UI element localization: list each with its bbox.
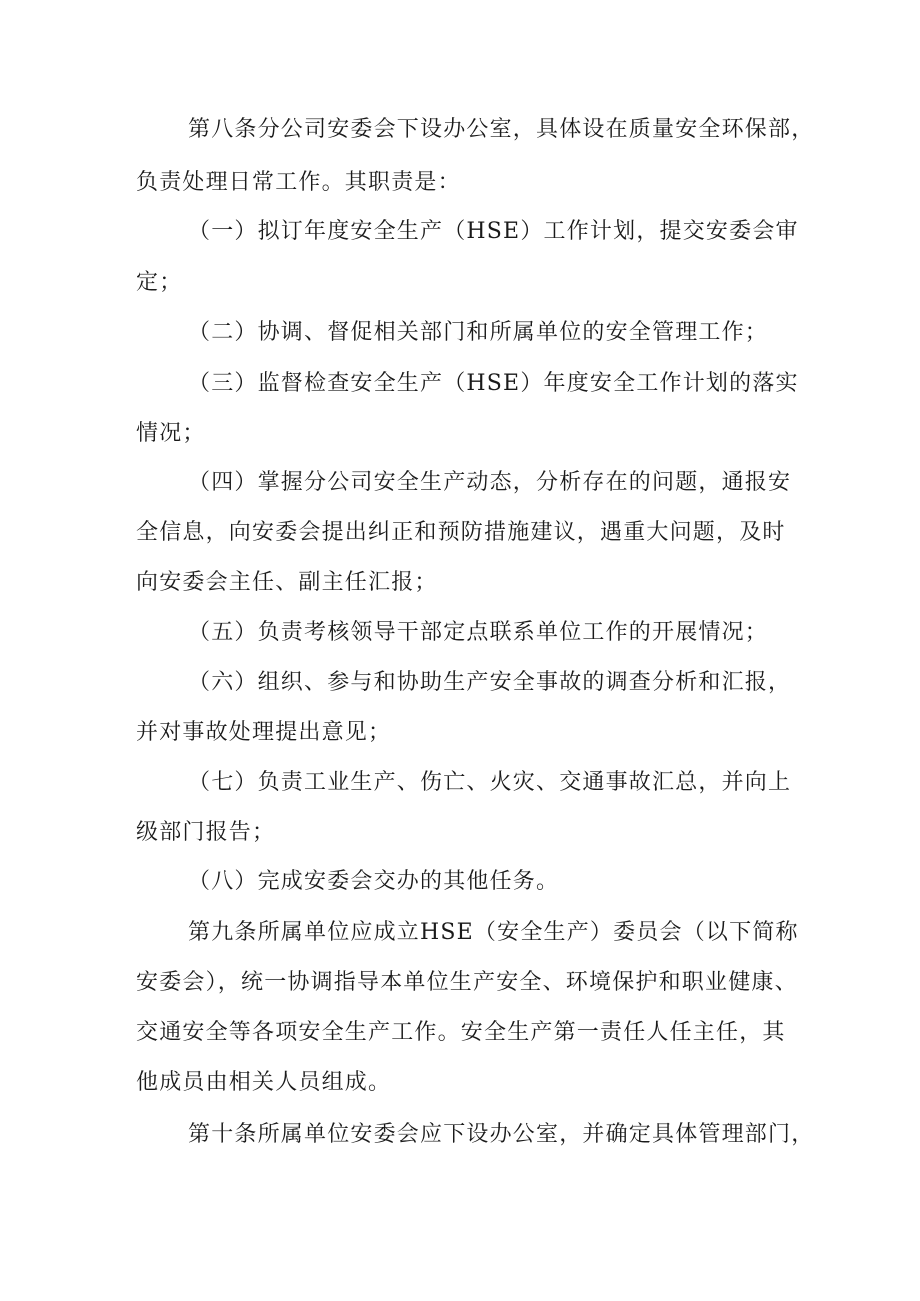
text-line: （四）掌握分公司安全生产动态，分析存在的问题，通报安 (188, 470, 792, 495)
text-line: 第九条所属单位应成立HSE（安全生产）委员会（以下简称 (188, 920, 799, 945)
text-line: 定； (136, 270, 183, 295)
text-line: 安委会），统一协调指导本单位生产安全、环境保护和职业健康、 (136, 970, 798, 995)
text-line: （六）组织、参与和协助生产安全事故的调查分析和汇报， (188, 670, 792, 695)
text-line: （五）负责考核领导干部定点联系单位工作的开展情况； (188, 620, 769, 645)
text-line: 并对事故处理提出意见； (136, 720, 392, 745)
text-line: 交通安全等各项安全生产工作。安全生产第一责任人任主任，其 (136, 1020, 786, 1045)
text-line: 级部门报告； (136, 820, 276, 845)
text-line: 向安委会主任、副主任汇报； (136, 570, 438, 595)
text-line: 情况； (136, 421, 206, 446)
text-line: （三）监督检查安全生产（HSE）年度安全工作计划的落实 (188, 371, 799, 396)
text-line: 负责处理日常工作。其职责是： (136, 170, 461, 195)
text-line: （二）协调、督促相关部门和所属单位的安全管理工作； (188, 320, 769, 345)
text-line: （一）拟订年度安全生产（HSE）工作计划，提交安委会审 (188, 219, 799, 244)
text-line: 全信息，向安委会提出纠正和预防措施建议，遇重大问题，及时 (136, 520, 786, 545)
text-line: 第十条所属单位安委会应下设办公室，并确定具体管理部门， (188, 1122, 815, 1147)
text-line: （七）负责工业生产、伤亡、火灾、交通事故汇总，并向上 (188, 770, 792, 795)
text-line: 他成员由相关人员组成。 (136, 1070, 392, 1095)
text-line: （八）完成安委会交办的其他任务。 (188, 869, 560, 894)
text-line: 第八条分公司安委会下设办公室，具体设在质量安全环保部， (188, 117, 815, 142)
